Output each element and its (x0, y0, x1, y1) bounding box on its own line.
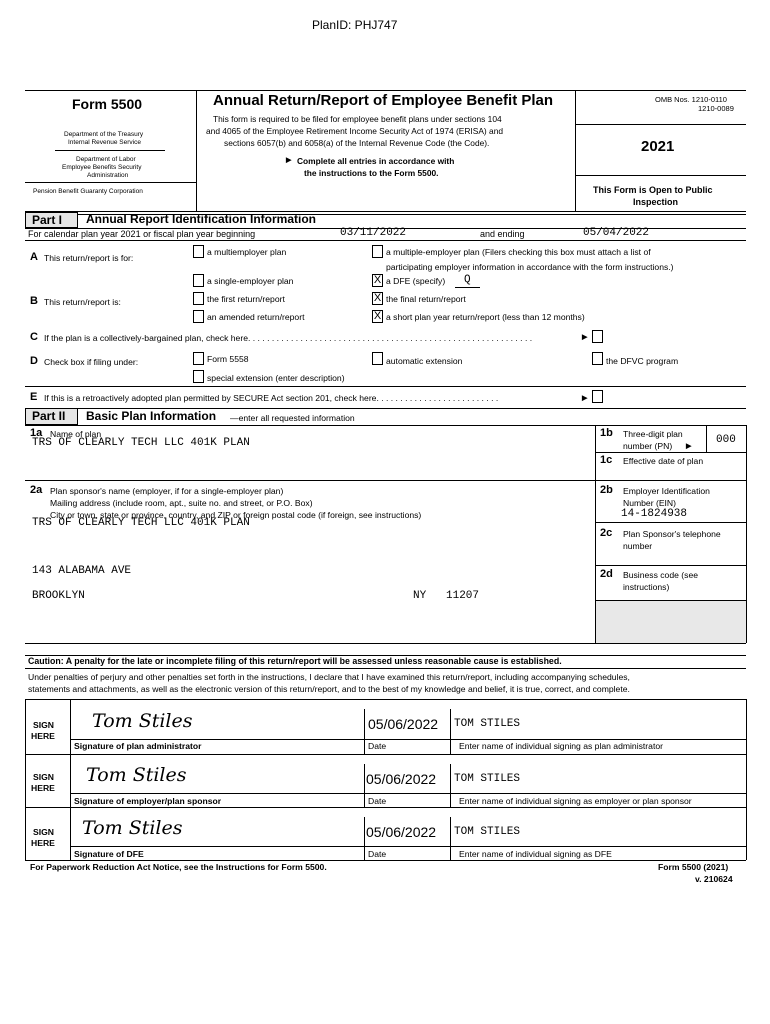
arrow-right-icon: ▶ (582, 334, 588, 341)
sponsor-name-label: Enter name of individual signing as employer or plan sponsor (459, 796, 692, 806)
part-1-label: Part I (25, 212, 78, 228)
dfvc-checkbox[interactable] (592, 352, 603, 365)
multiple-employer-label-1: a multiple-employer plan (Filers checking this box must attach a list of (386, 247, 651, 257)
line-1b-text-2: number (PN) (623, 441, 673, 451)
dfe-sign-date[interactable]: 05/06/2022 (366, 824, 437, 840)
desc-line-3: sections 6057(b) and 6058(a) of the Internal Revenue Code (the Code). (224, 138, 490, 148)
collectively-bargained-checkbox[interactable] (592, 330, 603, 343)
line-2b-text-1: Employer Identification (623, 486, 710, 496)
line-2c-text-2: number (623, 541, 653, 551)
dfe-name-label: Enter name of individual signing as DFE (459, 849, 612, 859)
public-inspection-1: This Form is Open to Public (593, 185, 713, 195)
line-2d-text-1: Business code (see (623, 570, 698, 580)
first-return-checkbox[interactable] (193, 292, 204, 305)
desc-line-1: This form is required to be filed for employee benefit plans under sections 104 (213, 114, 502, 124)
line-1c-label: 1c (600, 454, 613, 466)
line-2a-text-1: Plan sponsor's name (employer, if for a single-employer plan) (50, 486, 284, 496)
arrow-right-icon: ▶ (286, 157, 292, 164)
sponsor-signer-name[interactable]: TOM STILES (454, 773, 521, 785)
sign-here-3-sign: SIGN (33, 827, 55, 837)
line-a-letter: A (30, 251, 38, 263)
sponsor-state[interactable]: NY (413, 590, 427, 602)
special-extension-label: special extension (enter description) (207, 373, 345, 383)
admin-sign-date[interactable]: 05/06/2022 (368, 716, 439, 732)
main-title: Annual Return/Report of Employee Benefit Plan (213, 92, 554, 109)
line-2b-text-2: Number (EIN) (623, 498, 677, 508)
sponsor-name[interactable]: TRS OF CLEARLY TECH LLC 401K PLAN (32, 517, 250, 529)
complete-line-1: Complete all entries in accordance with (297, 156, 455, 166)
dfe-signer-name[interactable]: TOM STILES (454, 826, 521, 838)
irs: Internal Revenue Service (68, 139, 141, 146)
retroactive-plan-checkbox[interactable] (592, 390, 603, 403)
pbgc: Pension Benefit Guaranty Corporation (33, 188, 143, 195)
line-c-text: If the plan is a collectively-bargained plan, check here. . . . . . . . . . . . . . . . . . . . . . . . . . . . . . . . . . . . . . . . . . . . . . . . . . . . . . . . . . . . (44, 333, 533, 343)
sponsor-sig-label: Signature of employer/plan sponsor (74, 796, 222, 806)
amended-return-label: an amended return/report (207, 312, 305, 322)
line-1a-text: Name of plan (50, 429, 102, 439)
shaded-area (596, 601, 746, 643)
multiemployer-checkbox[interactable] (193, 245, 204, 258)
paperwork-notice: For Paperwork Reduction Act Notice, see the Instructions for Form 5500. (30, 862, 327, 872)
omb-number-1: OMB Nos. 1210-0110 (655, 95, 727, 104)
caution-text: Caution: A penalty for the late or incomplete filing of this return/report will be assessed unless reasonable cause is established. (28, 656, 562, 666)
line-e-letter: E (30, 391, 38, 403)
line-2a-text-3: City or town, state or province, country, and ZIP or foreign postal code (if foreign, see instructions) (50, 510, 422, 520)
admin-sig-label: Signature of plan administrator (74, 741, 202, 751)
admin-name-label: Enter name of individual signing as plan administrator (459, 741, 663, 751)
part-2-label: Part II (25, 408, 78, 425)
plan-name[interactable]: TRS OF CLEARLY TECH LLC 401K PLAN (32, 437, 250, 449)
sponsor-address[interactable]: 143 ALABAMA AVE (32, 565, 132, 577)
short-year-label: a short plan year return/report (less than 12 months) (386, 312, 585, 322)
arrow-right-icon: ▶ (582, 395, 588, 402)
ein[interactable]: 14-1824938 (621, 508, 688, 520)
admin-signature[interactable]: Tom Stiles (92, 710, 193, 732)
dfe-sig-label: Signature of DFE (74, 849, 144, 859)
line-e-text: If this is a retroactively adopted plan permitted by SECURE Act section 201, check here. . . . . . . . . . . . . . . . . . . . . . . . . . (44, 393, 499, 403)
sponsor-sign-date[interactable]: 05/06/2022 (366, 771, 437, 787)
perjury-line-2: statements and attachments, as well as the electronic version of this return/report, and to the best of my knowledge and belief, it is true, correct, and complete. (28, 684, 630, 694)
sign-here-2-sign: SIGN (33, 772, 55, 782)
first-return-label: the first return/report (207, 294, 285, 304)
form-5558-label: Form 5558 (207, 354, 249, 364)
dfe-date-label: Date (368, 849, 387, 859)
line-a-text: This return/report is for: (44, 253, 134, 263)
tax-year: 2021 (641, 138, 675, 155)
sponsor-zip[interactable]: 11207 (446, 590, 480, 602)
part-2-title: Basic Plan Information (86, 409, 217, 423)
line-1b-label: 1b (600, 427, 613, 439)
omb-number-2: 1210-0089 (698, 104, 734, 113)
line-d-text: Check box if filing under: (44, 357, 139, 367)
plan-id: PlanID: PHJ747 (312, 18, 398, 32)
sponsor-city[interactable]: BROOKLYN (32, 590, 85, 602)
multiemployer-label: a multiemployer plan (207, 247, 287, 257)
single-employer-label: a single-employer plan (207, 276, 294, 286)
amended-return-checkbox[interactable] (193, 310, 204, 323)
sign-here-1-sign: SIGN (33, 720, 55, 730)
automatic-extension-label: automatic extension (386, 356, 463, 366)
line-2a-label: 2a (30, 484, 43, 496)
form-reference: Form 5500 (2021) (658, 862, 729, 872)
line-1c-text: Effective date of plan (623, 456, 704, 466)
form-5558-checkbox[interactable] (193, 352, 204, 365)
final-return-label: the final return/report (386, 294, 466, 304)
dfe-specify-value[interactable]: Q (464, 274, 471, 286)
line-2b-label: 2b (600, 484, 613, 496)
dfe-signature[interactable]: Tom Stiles (82, 817, 183, 839)
labor-dept: Department of Labor (76, 156, 136, 163)
special-extension-checkbox[interactable] (193, 370, 204, 383)
part-2-subtitle: —enter all requested information (230, 413, 355, 423)
line-2d-text-2: instructions) (623, 582, 670, 592)
sponsor-date-label: Date (368, 796, 387, 806)
line-d-letter: D (30, 355, 38, 367)
dfvc-label: the DFVC program (606, 356, 679, 366)
plan-year-end[interactable]: 05/04/2022 (583, 227, 650, 239)
treasury-dept: Department of the Treasury (64, 131, 144, 138)
and-ending-text: and ending (480, 229, 525, 239)
automatic-extension-checkbox[interactable] (372, 352, 383, 365)
ebsa-1: Employee Benefits Security (62, 164, 142, 171)
public-inspection-2: Inspection (633, 197, 679, 207)
form-version: v. 210624 (695, 874, 733, 884)
form-title: Form 5500 (72, 96, 143, 112)
multiple-employer-checkbox[interactable] (372, 245, 383, 258)
complete-line-2: the instructions to the Form 5500. (304, 168, 439, 178)
plan-number[interactable]: 000 (716, 434, 736, 446)
sign-here-1-here: HERE (31, 731, 55, 741)
arrow-right-icon: ▶ (686, 443, 692, 450)
calendar-year-text: For calendar plan year 2021 or fiscal plan year beginning (28, 229, 256, 239)
dfe-label: a DFE (specify) (386, 276, 446, 286)
desc-line-2: and 4065 of the Employee Retirement Income Security Act of 1974 (ERISA) and (206, 126, 504, 136)
part-1-title: Annual Report Identification Information (86, 212, 316, 226)
multiple-employer-label-2: participating employer information in accordance with the form instructions.) (386, 262, 674, 272)
sign-here-2-here: HERE (31, 783, 55, 793)
line-2c-label: 2c (600, 527, 613, 539)
admin-name[interactable]: TOM STILES (454, 718, 521, 730)
plan-year-begin[interactable]: 03/11/2022 (340, 227, 407, 239)
final-return-checkbox[interactable]: X (373, 292, 382, 304)
line-b-text: This return/report is: (44, 297, 121, 307)
line-2d-label: 2d (600, 568, 613, 580)
dfe-checkbox[interactable]: X (373, 274, 382, 286)
sign-here-3-here: HERE (31, 838, 55, 848)
single-employer-checkbox[interactable] (193, 274, 204, 287)
line-b-letter: B (30, 295, 38, 307)
perjury-line-1: Under penalties of perjury and other penalties set forth in the instructions, I declare that I have examined this return/report, including accompanying schedules, (28, 672, 630, 682)
line-1b-text-1: Three-digit plan (623, 429, 683, 439)
sponsor-signature[interactable]: Tom Stiles (86, 764, 187, 786)
admin-date-label: Date (368, 741, 387, 751)
ebsa-2: Administration (87, 172, 129, 179)
line-2c-text-1: Plan Sponsor's telephone (623, 529, 721, 539)
line-2a-text-2: Mailing address (include room, apt., suite no. and street, or P.O. Box) (50, 498, 313, 508)
line-c-letter: C (30, 331, 38, 343)
short-year-checkbox[interactable]: X (373, 310, 382, 322)
line-1a-label: 1a (30, 427, 43, 439)
